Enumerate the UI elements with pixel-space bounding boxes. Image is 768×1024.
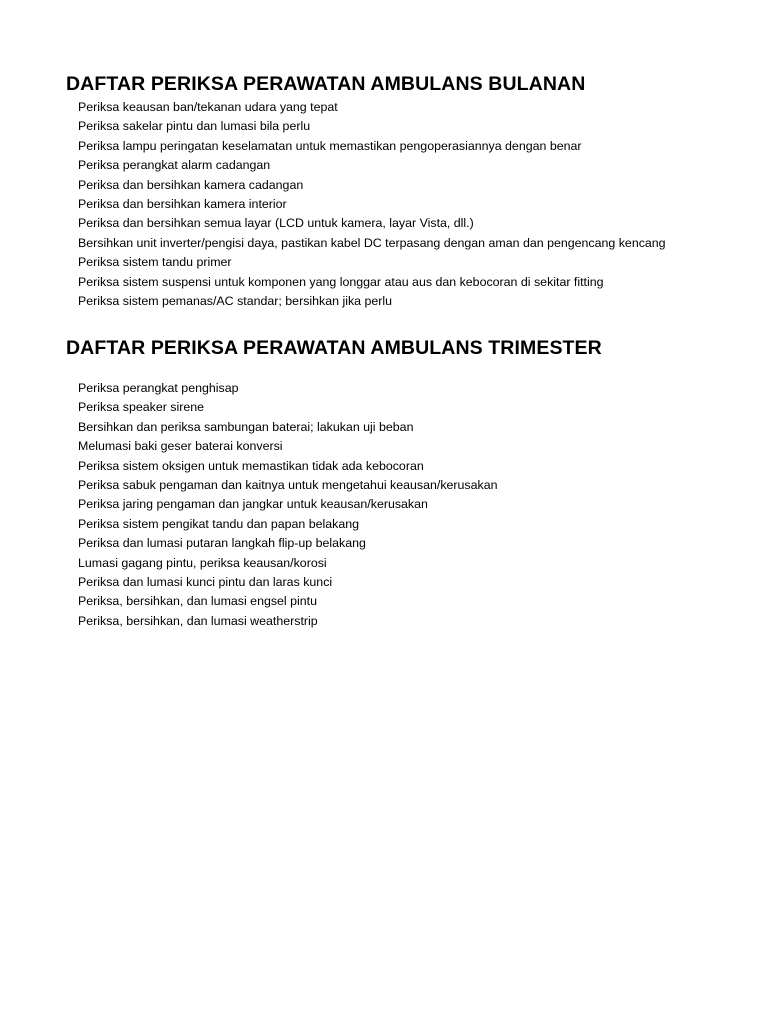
checklist-item: Periksa jaring pengaman dan jangkar untuk keausan/kerusakan [78, 497, 428, 512]
monthly-checklist-list [66, 98, 746, 311]
checklist-item: Bersihkan unit inverter/pengisi daya, pastikan kabel DC terpasang dengan aman dan pengencang kencang [78, 235, 666, 250]
checklist-item: Periksa dan bersihkan kamera cadangan [78, 177, 304, 192]
checklist-item: Periksa keausan ban/tekanan udara yang tepat [78, 100, 338, 114]
trimester-checklist-list [66, 379, 746, 631]
checklist-item: Periksa perangkat penghisap [78, 381, 239, 395]
checklist-item: Periksa dan lumasi putaran langkah flip-up belakang [78, 536, 366, 551]
checklist-item: Periksa dan bersihkan kamera interior [78, 197, 287, 212]
monthly-checklist-title: DAFTAR PERIKSA PERAWATAN AMBULANS BULANAN [66, 73, 586, 95]
checklist-item: Periksa dan lumasi kunci pintu dan laras kunci [78, 575, 333, 590]
checklist-item: Periksa sistem pengikat tandu dan papan belakang [78, 516, 360, 531]
checklist-item: Periksa sistem pemanas/AC standar; bersihkan jika perlu [78, 294, 393, 309]
checklist-item: Bersihkan dan periksa sambungan baterai; lakukan uji beban [78, 419, 414, 434]
checklist-item: Periksa perangkat alarm cadangan [78, 158, 271, 173]
checklist-item: Periksa lampu peringatan keselamatan untuk memastikan pengoperasiannya dengan benar [78, 138, 582, 153]
checklist-item: Periksa sistem oksigen untuk memastikan tidak ada kebocoran [78, 458, 424, 473]
checklist-item: Periksa sistem tandu primer [78, 255, 232, 270]
trimester-checklist-title: DAFTAR PERIKSA PERAWATAN AMBULANS TRIMESTER [66, 337, 602, 359]
checklist-item: Periksa sistem suspensi untuk komponen yang longgar atau aus dan kebocoran di sekitar fitting [78, 274, 604, 289]
checklist-item: Periksa speaker sirene [78, 400, 205, 415]
checklist-item: Periksa dan bersihkan semua layar (LCD untuk kamera, layar Vista, dll.) [78, 216, 474, 231]
checklist-item: Melumasi baki geser baterai konversi [78, 439, 283, 454]
checklist-item: Periksa sakelar pintu dan lumasi bila perlu [78, 119, 311, 134]
checklist-item: Periksa, bersihkan, dan lumasi engsel pintu [78, 594, 317, 609]
checklist-item: Periksa, bersihkan, dan lumasi weatherstrip [78, 613, 318, 628]
monthly-checklist-section [66, 71, 746, 311]
checklist-item: Lumasi gagang pintu, periksa keausan/korosi [78, 555, 327, 570]
trimester-checklist-section [66, 335, 746, 631]
checklist-item: Periksa sabuk pengaman dan kaitnya untuk mengetahui keausan/kerusakan [78, 478, 498, 493]
